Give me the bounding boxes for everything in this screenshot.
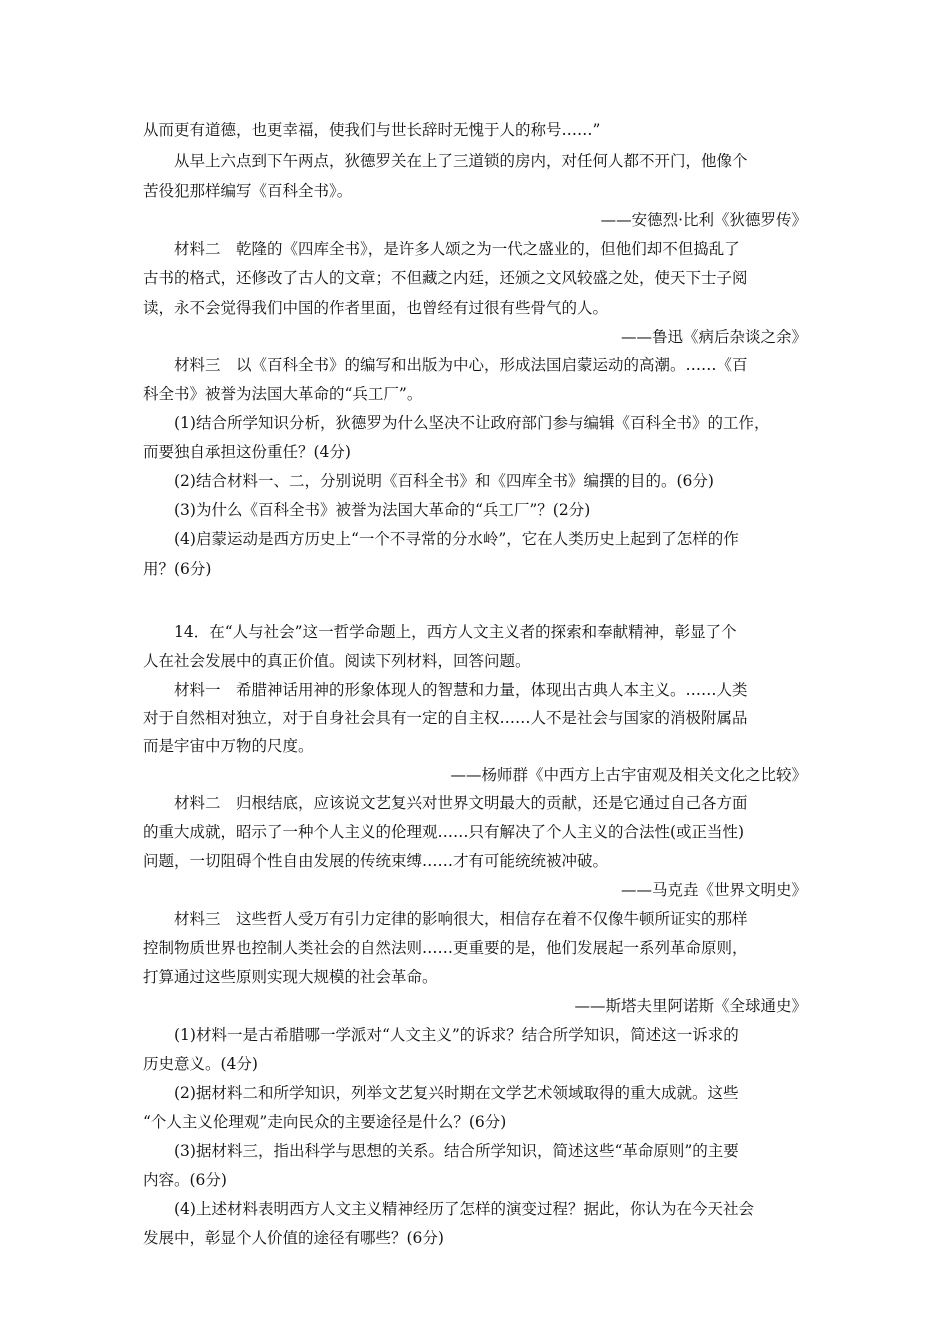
question-line: (4)启蒙运动是西方历史上“一个不寻常的分水岭”，它在人类历史上起到了怎样的作 bbox=[174, 530, 739, 548]
question-line: (1)材料一是古希腊哪一学派对“人文主义”的诉求？结合所学知识，简述这一诉求的 bbox=[174, 1026, 739, 1044]
question-line: (4)上述材料表明西方人文主义精神经历了怎样的演变过程？据此，你认为在今天社会 bbox=[174, 1200, 754, 1218]
question-line: 历史意义。(4分) bbox=[143, 1055, 258, 1073]
text-line: 问题，一切阻碍个性自由发展的传统束缚……才有可能统统被冲破。 bbox=[143, 852, 609, 870]
question-line: (2)据材料二和所学知识，列举文艺复兴时期在文学艺术领域取得的重大成就。这些 bbox=[174, 1084, 739, 1102]
question-line: 发展中，彰显个人价值的途径有哪些？(6分) bbox=[143, 1229, 444, 1247]
question-line: (1)结合所学知识分析，狄德罗为什么坚决不让政府部门参与编辑《百科全书》的工作， bbox=[174, 414, 770, 432]
text-line: 苦役犯那样编写《百科全书》。 bbox=[143, 182, 353, 200]
text-line: 材料一 希腊神话用神的形象体现人的智慧和力量，体现出古典人本主义。……人类 bbox=[174, 681, 748, 699]
source-citation: ——马克垚《世界文明史》 bbox=[620, 881, 807, 899]
source-citation: ——鲁迅《病后杂谈之余》 bbox=[620, 328, 807, 346]
text-line: 读，永不会觉得我们中国的作者里面，也曾经有过很有些骨气的人。 bbox=[143, 299, 609, 317]
text-line: 打算通过这些原则实现大规模的社会革命。 bbox=[143, 968, 438, 986]
question-line: (2)结合材料一、二，分别说明《百科全书》和《四库全书》编撰的目的。(6分) bbox=[174, 472, 714, 490]
question-line: “个人主义伦理观”走向民众的主要途径是什么？(6分) bbox=[143, 1113, 507, 1131]
source-citation: ——安德烈·比利《狄德罗传》 bbox=[600, 211, 807, 229]
text-line: 材料三 以《百科全书》的编写和出版为中心，形成法国启蒙运动的高潮。……《百 bbox=[174, 356, 748, 374]
text-line: 科全书》被誉为法国大革命的“兵工厂”。 bbox=[143, 385, 423, 403]
text-line: 14．在“人与社会”这一哲学命题上，西方人文主义者的探索和奉献精神，彰显了个 bbox=[174, 623, 737, 641]
question-line: 而要独自承担这份重任？(4分) bbox=[143, 443, 351, 461]
text-line: 从早上六点到下午两点，狄德罗关在上了三道锁的房内，对任何人都不开门，他像个 bbox=[174, 152, 748, 170]
source-citation: ——杨师群《中西方上古宇宙观及相关文化之比较》 bbox=[450, 766, 807, 784]
text-line: 对于自然相对独立，对于自身社会具有一定的自主权……人不是社会与国家的消极附属品 bbox=[143, 709, 748, 727]
text-line: 材料二 乾隆的《四库全书》，是许多人颂之为一代之盛业的，但他们却不但捣乱了 bbox=[174, 240, 740, 258]
text-line: 而是宇宙中万物的尺度。 bbox=[143, 737, 314, 755]
question-line: 用？(6分) bbox=[143, 560, 212, 578]
text-line: 人在社会发展中的真正价值。阅读下列材料，回答问题。 bbox=[143, 652, 531, 670]
text-line: 的重大成就，昭示了一种个人主义的伦理观……只有解决了个人主义的合法性(或正当性) bbox=[143, 823, 745, 841]
text-line: 从而更有道德，也更幸福，使我们与世长辞时无愧于人的称号……” bbox=[143, 121, 601, 139]
text-line: 古书的格式，还修改了古人的文章；不但藏之内廷，还颁之文风较盛之处，使天下士子阅 bbox=[143, 269, 748, 287]
question-line: 内容。(6分) bbox=[143, 1171, 227, 1189]
question-line: (3)为什么《百科全书》被誉为法国大革命的“兵工厂”？(2分) bbox=[174, 501, 591, 519]
text-line: 控制物质世界也控制人类社会的自然法则……更重要的是，他们发展起一系列革命原则， bbox=[143, 939, 748, 957]
question-line: (3)据材料三，指出科学与思想的关系。结合所学知识，简述这些“革命原则”的主要 bbox=[174, 1142, 739, 1160]
text-line: 材料三 这些哲人受万有引力定律的影响很大，相信存在着不仅像牛顿所证实的那样 bbox=[174, 910, 748, 928]
text-line: 材料二 归根结底，应该说文艺复兴对世界文明最大的贡献，还是它通过自己各方面 bbox=[174, 794, 748, 812]
source-citation: ——斯塔夫里阿诺斯《全球通史》 bbox=[574, 997, 807, 1015]
